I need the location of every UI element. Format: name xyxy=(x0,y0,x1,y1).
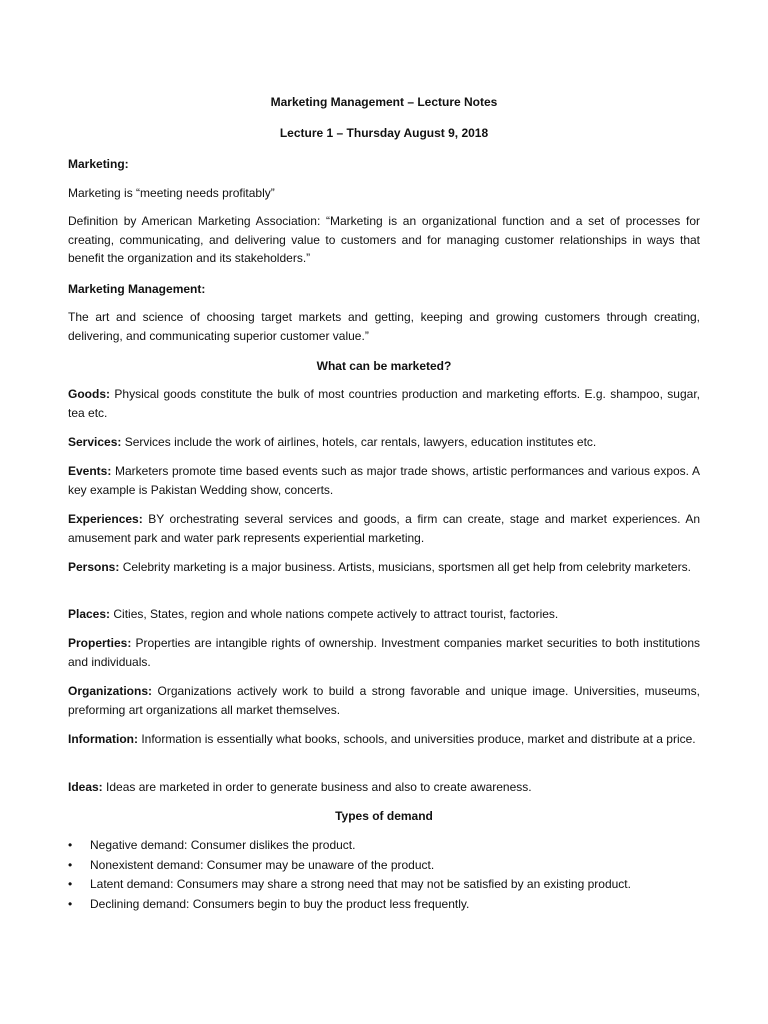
bullet-icon: • xyxy=(68,838,73,852)
marketing-management-heading: Marketing Management: xyxy=(68,282,206,296)
item-term: Ideas: xyxy=(68,780,103,794)
bullet-icon: • xyxy=(68,896,73,911)
item-persons xyxy=(68,558,700,577)
item-ideas xyxy=(68,778,700,797)
ama-definition: Definition by American Marketing Association: “Marketing is an organizational function and a set of processes for creating, communicating, and delivering value to customers and for managing customer relationships in ways that benefit the organization and its stakeholders.” xyxy=(68,214,700,265)
item-text: Marketers promote time based events such as major trade shows, artistic performances and various expos. A key example is Pakistan Wedding show, concerts. xyxy=(68,464,700,497)
types-of-demand-heading: Types of demand xyxy=(335,809,433,823)
item-text: Information is essentially what books, schools, and universities produce, market and distribute at a price. xyxy=(141,732,696,746)
item-information xyxy=(68,730,700,749)
item-text: Properties are intangible rights of ownership. Investment companies market securities to both institutions and individuals. xyxy=(68,636,700,669)
item-text: Ideas are marketed in order to generate business and also to create awareness. xyxy=(106,780,532,794)
bullet-icon: • xyxy=(68,857,73,872)
item-term: Properties: xyxy=(68,636,132,650)
list-item xyxy=(68,836,700,856)
item-places xyxy=(68,605,700,624)
marketing-management-definition: The art and science of choosing target markets and getting, keeping and growing customers through creating, delivering, and communicating superior customer value.” xyxy=(68,310,700,343)
lecture-subtitle: Lecture 1 – Thursday August 9, 2018 xyxy=(279,126,489,140)
item-term: Goods: xyxy=(68,387,110,401)
demand-text: Nonexistent demand: Consumer may be unaware of the product. xyxy=(90,857,435,872)
demand-text: Negative demand: Consumer dislikes the product. xyxy=(90,838,356,852)
document-title: Marketing Management – Lecture Notes xyxy=(270,95,498,109)
item-events xyxy=(68,462,700,499)
item-goods xyxy=(68,385,700,422)
item-term: Services: xyxy=(68,435,122,449)
item-text: Celebrity marketing is a major business. Artists, musicians, sportsmen all get help from celebrity marketers. xyxy=(122,560,691,574)
item-text: BY orchestrating several services and goods, a firm can create, stage and market experiences. An amusement park and water park represents experiential marketing. xyxy=(68,512,700,545)
demand-text: Declining demand: Consumers begin to buy the product less frequently. xyxy=(90,896,470,911)
item-properties xyxy=(68,634,700,671)
what-can-be-marketed-heading: What can be marketed? xyxy=(316,359,452,373)
item-term: Places: xyxy=(68,607,111,621)
item-term: Persons: xyxy=(68,560,120,574)
item-text: Physical goods constitute the bulk of most countries production and marketing efforts. E.g. shampoo, sugar, tea etc. xyxy=(68,387,700,420)
list-item xyxy=(68,895,700,915)
item-organizations xyxy=(68,682,700,719)
marketing-heading: Marketing: xyxy=(68,157,129,171)
item-text: Organizations actively work to build a strong favorable and unique image. Universities, museums, preforming art organizations all market themselves. xyxy=(68,684,700,717)
bullet-icon: • xyxy=(68,877,73,891)
demand-text: Latent demand: Consumers may share a strong need that may not be satisfied by an existing product. xyxy=(90,877,631,891)
item-text: Cities, States, region and whole nations compete actively to attract tourist, factories. xyxy=(113,607,559,621)
item-term: Information: xyxy=(68,732,138,746)
item-text: Services include the work of airlines, hotels, car rentals, lawyers, education institutes etc. xyxy=(124,435,597,449)
item-term: Events: xyxy=(68,464,112,478)
demand-list xyxy=(68,836,700,914)
item-term: Organizations: xyxy=(68,684,153,698)
item-services xyxy=(68,433,700,452)
marketing-definition: Marketing is “meeting needs profitably” xyxy=(68,186,275,200)
item-term: Experiences: xyxy=(68,512,143,526)
list-item xyxy=(68,856,700,876)
item-experiences xyxy=(68,510,700,547)
list-item xyxy=(68,875,700,895)
